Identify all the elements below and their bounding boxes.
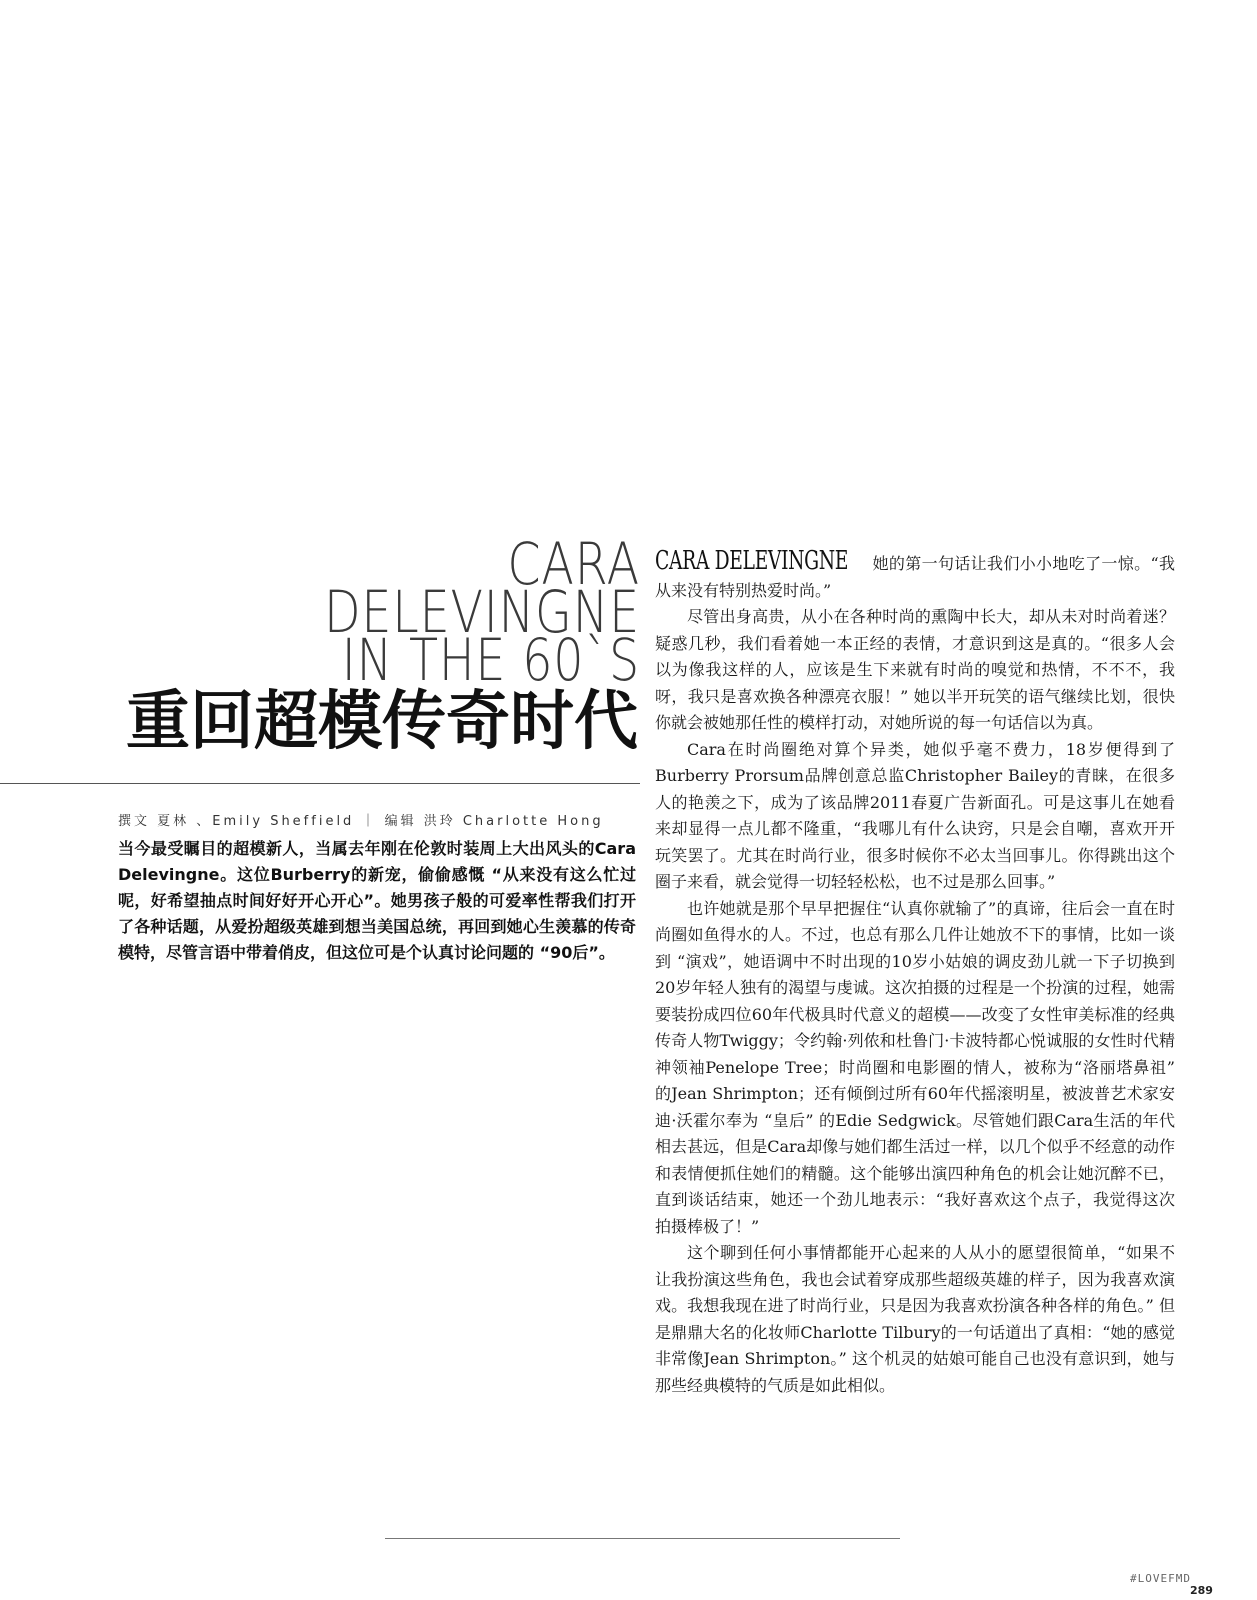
lead-name: CARA DELEVINGNE	[655, 546, 849, 576]
headline-line-1: CARA	[507, 530, 640, 598]
divider-bottom	[385, 1538, 900, 1539]
divider-left	[0, 783, 640, 784]
lead-text: 她的第一句话让我们小小地吃了一惊。“我从来没有特别热爱时尚。”	[655, 554, 1175, 600]
page-number: 289	[1190, 1584, 1213, 1597]
body-paragraph-4: 这个聊到任何小事情都能开心起来的人从小的愿望很简单，“如果不让我扮演这些角色，我也会试着穿成那些超级英雄的样子，因为我喜欢演戏。我想我现在进了时尚行业，只是因为我喜欢扮演各种各样的角色。” 但是鼎鼎大名的化妆师Charlotte Tilbury的一句话道出了真相：“她的感觉非常像Jean Shrimpton。” 这个机灵的姑娘可能自己也没有意识到，她与那些经典模特的气质是如此相似。	[655, 1243, 1175, 1395]
watermark: #LOVEFMD	[1130, 1572, 1191, 1585]
body-paragraph-3: 也许她就是那个早早把握住“认真你就输了”的真谛，往后会一直在时尚圈如鱼得水的人。不过，也总有那么几件让她放不下的事情，比如一谈到 “演戏”，她语调中不时出现的10岁小姑娘的调皮劲儿就一下子切换到20岁年轻人独有的渴望与虔诚。这次拍摄的过程是一个扮演的过程，她需要装扮成四位60年代极具时代意义的超模——改变了女性审美标准的经典传奇人物Twiggy；令约翰·列侬和杜鲁门·卡波特都心悦诚服的女性时代精神领袖Penelope Tree；时尚圈和电影圈的情人，被称为“洛丽塔鼻祖” 的Jean Shrimpton；还有倾倒过所有60年代摇滚明星，被波普艺术家安迪·沃霍尔奉为 “皇后” 的Edie Sedgwick。尽管她们跟Cara生活的年代相去甚远，但是Cara却像与她们都生活过一样，以几个似乎不经意的动作和表情便抓住她们的精髓。这个能够出演四种角色的机会让她沉醉不已，直到谈话结束，她还一个劲儿地表示：“我好喜欢这个点子，我觉得这次拍摄棒极了！”	[655, 898, 1175, 1236]
body-paragraph-1: 尽管出身高贵，从小在各种时尚的熏陶中长大，却从未对时尚着迷？疑惑几秒，我们看着她一本正经的表情，才意识到这是真的。“很多人会以为像我这样的人，应该是生下来就有时尚的嗅觉和热情，不不不，我呀，我只是喜欢换各种漂亮衣服！” 她以半开玩笑的语气继续比划，很快你就会被她那任性的模样打动，对她所说的每一句话信以为真。	[655, 607, 1175, 732]
headline-chinese: 重回超模传奇时代	[126, 685, 638, 759]
headline-line-2: DELEVINGNE	[323, 578, 640, 646]
headline-english	[320, 530, 640, 694]
body-paragraph-2: Cara在时尚圈绝对算个异类，她似乎毫不费力，18岁便得到了Burberry Prorsum品牌创意总监Christopher Bailey的青睐，在很多人的艳羡之下，成为了该品牌2011春夏广告新面孔。可是这事儿在她看来却显得一点儿都不隆重，“我哪儿有什么诀窍，只是会自嘲，喜欢开开玩笑罢了。尤其在时尚行业，很多时候你不必太当回事儿。你得跳出这个圈子来看，就会觉得一切轻轻松松，也不过是那么回事。”	[655, 739, 1175, 891]
headline-line-3: IN THE 60`S	[341, 626, 640, 694]
byline: 撰文 夏林 、Emily Sheffield ｜ 编辑 洪玲 Charlotte Hong	[118, 814, 604, 829]
intro-paragraph: 当今最受瞩目的超模新人，当属去年刚在伦敦时装周上大出风头的Cara Delevingne。这位Burberry的新宠，偷偷感慨 “从来没有这么忙过呢，好希望抽点时间好好开心开心”。她男孩子般的可爱率性帮我们打开了各种话题，从爱扮超级英雄到想当美国总统，再回到她心生羡慕的传奇模特，尽管言语中带着俏皮，但这位可是个认真讨论问题的 “90后”。	[118, 839, 636, 962]
article-body	[655, 548, 1175, 1399]
lead-paragraph	[655, 548, 1175, 604]
